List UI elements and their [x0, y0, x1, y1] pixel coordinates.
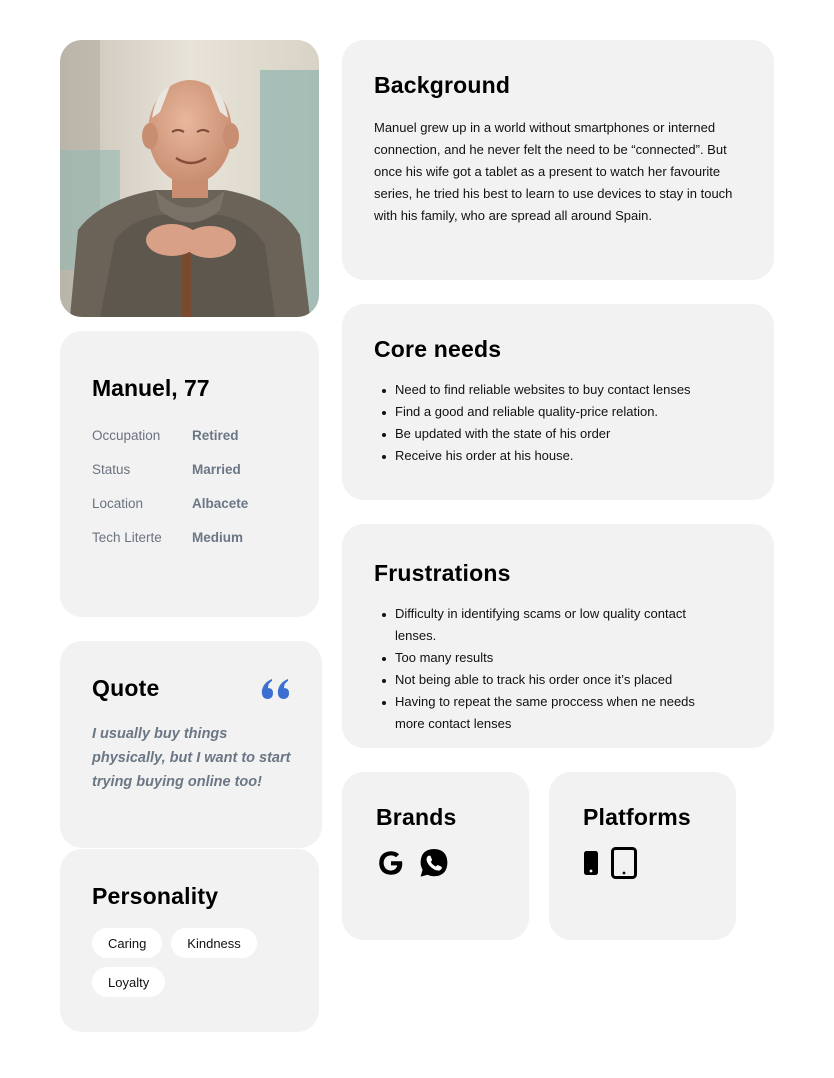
- platforms-card: [549, 772, 736, 940]
- list-item: Not being able to track his order once it’s placed: [374, 669, 724, 691]
- quote-title: Quote: [92, 675, 160, 701]
- info-row-occupation: [92, 428, 287, 462]
- info-label: Occupation: [92, 428, 161, 443]
- background-text: Manuel grew up in a world without smartphones or interned connection, and he never felt the need to be “connected”. But once his wife got a tablet as a present to watch her favourite series, he tried his best to learn to use devices to stay in touch with his family, who are spread all around Spain.: [374, 120, 733, 223]
- core-needs-title: Core needs: [374, 336, 502, 362]
- info-label: Location: [92, 496, 144, 511]
- list-item: Difficulty in identifying scams or low quality contact lenses.: [374, 603, 724, 647]
- list-item: Be updated with the state of his order: [374, 423, 724, 445]
- personality-tag: Kindness: [171, 928, 256, 958]
- info-row-location: [92, 496, 287, 530]
- list-item: Need to find reliable websites to buy contact lenses: [374, 379, 724, 401]
- list-item: Receive his order at his house.: [374, 445, 724, 467]
- persona-name: Manuel, 77: [92, 375, 210, 401]
- brands-title: Brands: [376, 804, 457, 830]
- google-icon: [376, 848, 406, 878]
- core-needs-list: [374, 379, 724, 467]
- personality-tag: Loyalty: [92, 967, 165, 997]
- smartphone-icon: [583, 850, 599, 876]
- frustrations-title: Frustrations: [374, 560, 511, 586]
- brands-card: [342, 772, 529, 940]
- info-value: Married: [192, 462, 241, 477]
- info-value: Medium: [192, 530, 244, 545]
- frustrations-card: [342, 524, 774, 748]
- list-item: Too many results: [374, 647, 724, 669]
- personality-title: Personality: [92, 883, 219, 909]
- list-item: Having to repeat the same proccess when ne needs more contact lenses: [374, 691, 724, 735]
- quote-text: I usually buy things physically, but I want to start trying buying online too!: [92, 726, 291, 790]
- info-row-status: [92, 462, 287, 496]
- frustrations-list: [374, 603, 724, 735]
- info-value: Albacete: [192, 496, 249, 511]
- info-label: Tech Literte: [92, 530, 162, 545]
- quote-card: [60, 641, 322, 848]
- profile-card: [60, 331, 319, 617]
- quote-icon: [260, 678, 290, 700]
- info-value: Retired: [192, 428, 239, 443]
- background-title: Background: [374, 72, 511, 98]
- personality-tags: [92, 928, 292, 997]
- core-needs-card: [342, 304, 774, 500]
- background-card: [342, 40, 774, 280]
- list-item: Find a good and reliable quality-price relation.: [374, 401, 724, 423]
- persona-photo: [60, 40, 319, 317]
- personality-tag: Caring: [92, 928, 162, 958]
- tablet-icon: [611, 847, 637, 879]
- personality-card: [60, 849, 319, 1032]
- info-row-tech-literacy: [92, 530, 287, 564]
- platforms-title: Platforms: [583, 804, 691, 830]
- info-label: Status: [92, 462, 131, 477]
- whatsapp-icon: [418, 847, 450, 879]
